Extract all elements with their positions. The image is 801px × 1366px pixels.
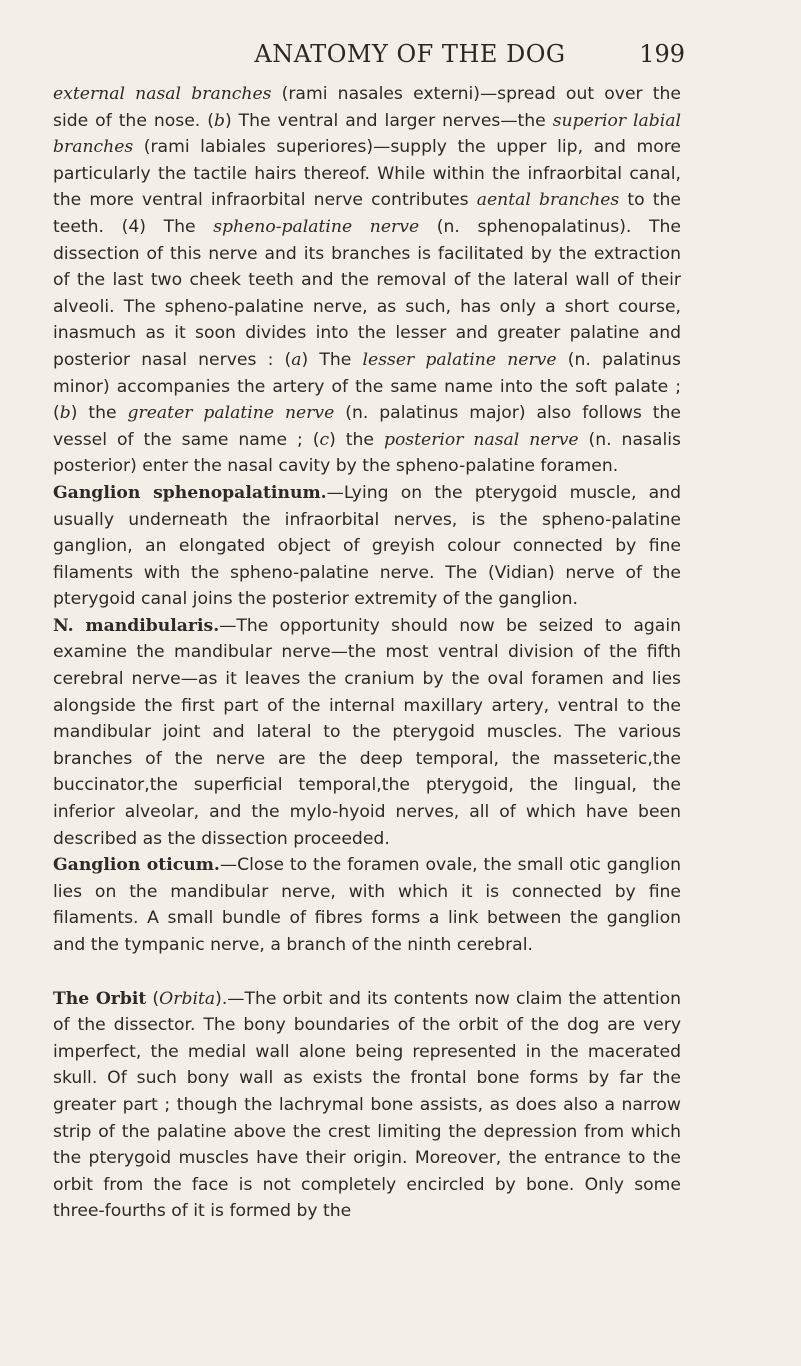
text-run: (n. palatinus major) also follows the vessel of the same name ; ( — [53, 403, 681, 450]
paragraph-heading: Ganglion oticum. — [53, 855, 220, 876]
running-title: ANATOMY OF THE DOG — [254, 40, 566, 68]
paragraph-heading: The Orbit — [53, 988, 147, 1009]
paragraph — [53, 81, 681, 480]
italic-term: aental branches — [476, 190, 620, 211]
text-run: ).—The orbit and its contents now claim the attention of the dissector. The bony boundaries of the orbit of the dog are very imperfect, the medial wall alone being represented in the macerated skull. Of such bony wall as exists the frontal bone forms by far the greater part ; though the lachrymal bone assists, as does also a narrow strip of the palatine above the crest limiting the depression from which the pterygoid muscles have their origin. Moreover, the entrance to the orbit from the face is not completely encircled by bone. Only some three-fourths of it is formed by the — [53, 988, 682, 1222]
italic-term: lesser palatine nerve — [362, 349, 557, 370]
body-text — [53, 81, 681, 1225]
text-run: —Lying on the pterygoid muscle, and usually underneath the infraorbital nerves, is the spheno-palatine ganglion, an elongated object of greyish colour connected by fine filaments with the spheno-palatine nerve. The (Vidian) nerve of the pterygoid canal joins the posterior extremity of the ganglion. — [53, 482, 681, 610]
italic-term: posterior nasal nerve — [383, 429, 579, 450]
paragraph — [53, 613, 681, 852]
text-run: ( — [146, 988, 160, 1009]
text-run: (rami labiales superiores)—supply the upper lip, and more particularly the tactile hairs thereof. While within the infraorbital canal, the more ventral infraorbital nerve contributes — [53, 137, 681, 211]
italic-term: spheno-palatine nerve — [213, 216, 420, 237]
text-run: —The opportunity should now be seized to again examine the mandibular nerve—the most ventral division of the fifth cerebral nerve—as it leaves the cranium by the oval foramen and lies alongside the first part of the internal maxillary artery, ventral to the mandibular joint and lateral to the pterygoid muscles. The various branches of the nerve are the deep temporal, the masseteric,the buccinator,the superficial temporal,the pterygoid, the lingual, the inferior alveolar, and the mylo-hyoid nerves, all of which have been described as the dissection proceeded. — [53, 615, 681, 849]
italic-term: b — [59, 403, 71, 424]
text-run: (n. sphenopalatinus). The dissection of this nerve and its branches is facilitated by the extraction of the last two cheek teeth and the removal of the lateral wall of their alveoli. The spheno-palatine nerve, as such, has only a short course, inasmuch as it soon divides into the lesser and greater palatine and posterior nasal nerves : ( — [53, 216, 681, 370]
italic-term: b — [213, 110, 225, 131]
italic-term: greater palatine nerve — [127, 403, 335, 424]
text-run: ) The — [301, 349, 363, 370]
italic-term: superior labial branches — [53, 110, 682, 158]
text-run: —Close to the foramen ovale, the small otic ganglion lies on the mandibular nerve, with which it is connected by fine filaments. A small bundle of fibres forms a link between the ganglion and the tympanic nerve, a branch of the ninth cerebral. — [53, 855, 681, 955]
text-run: to the teeth. (4) The — [53, 190, 682, 237]
section-paragraph — [53, 986, 681, 1225]
paragraph-heading: Ganglion sphenopalatinum. — [53, 482, 327, 503]
running-head — [0, 34, 801, 74]
paragraph-heading: N. mandibularis. — [53, 615, 220, 636]
italic-term: external nasal branches — [53, 84, 272, 104]
text-run: ) The ventral and larger nerves—the — [224, 110, 553, 131]
text-run: (rami nasales externi)—spread out over the side of the nose. ( — [53, 84, 681, 131]
text-run: ) the — [70, 403, 128, 424]
italic-term: c — [319, 429, 330, 450]
text-run: ) the — [329, 429, 384, 450]
text-run: (n. palatinus minor) accompanies the artery of the same name into the soft palate ; ( — [53, 349, 681, 424]
italic-term: a — [291, 349, 302, 370]
page-number: 199 — [639, 40, 685, 68]
paragraph — [53, 852, 681, 958]
italic-term: Orbita — [159, 988, 216, 1009]
paragraph — [53, 480, 681, 613]
text-run: (n. nasalis posterior) enter the nasal cavity by the spheno-palatine foramen. — [53, 429, 681, 477]
